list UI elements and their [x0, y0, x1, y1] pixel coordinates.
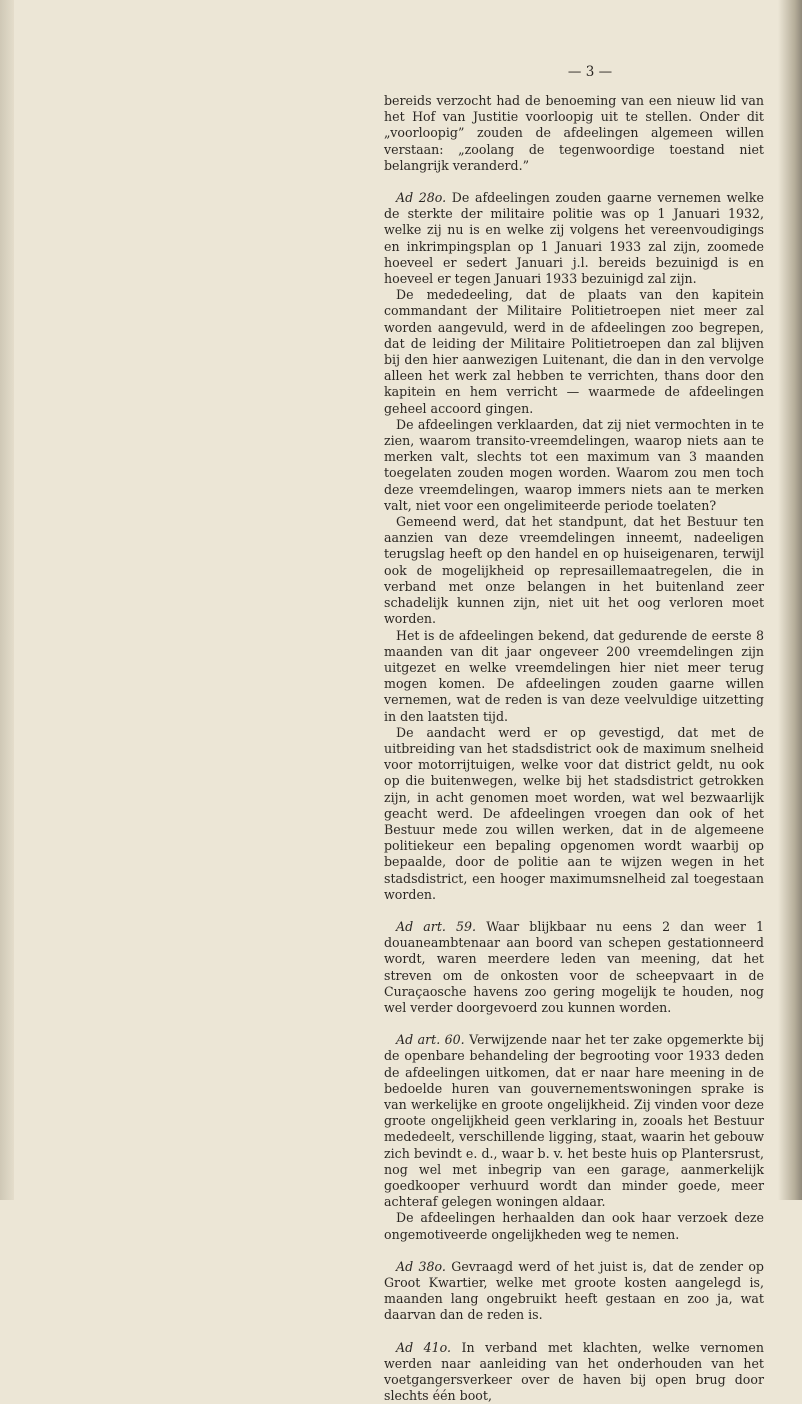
paragraph	[384, 1259, 764, 1324]
paragraph-text: De afdeelingen zouden gaarne vernemen welke de sterkte der militaire politie was op 1 Januari 1932, welke zij nu is en welke zij volgens het vereenvoudigings en inkrimpingsplan op 1 Januari 1933 zal zijn, zoomede hoeveel er sedert Januari j.l. bereids bezuinigd is en hoeveel er tegen Januari 1933 bezuinigd zal zijn.	[384, 190, 764, 287]
paragraph-text: Verwijzende naar het ter zake opgemerkte bij de openbare behandeling der begrooting voor 1933 deden de afdeelingen uitkomen, dat er naar hare meening in de bedoelde huren van gouvernementswoningen sprake is van werkelijke en groote ongelijkheid. Zij vinden voor deze groote ongelijkheid geen verklaring in, zooals het Bestuur mededeelt, verschillende ligging, staat, waarin het gebouw zich bevindt e. d., waar b. v. het beste huis op Plantersrust, nog wel met inbegrip van een garage, aanmerkelijk goedkooper verhuurd wordt dan minder goede, meer achteraf gelegen woningen aldaar.	[384, 1032, 764, 1210]
paragraph-ref: Ad 41o.	[396, 1339, 452, 1355]
paragraph-text: De mededeeling, dat de plaats van den kapitein commandant der Militaire Politietroepen niet meer zal worden aangevuld, werd in de afdeelingen zoo begrepen, dat de leiding der Militaire Politietroepen dan zal blijven bij den hier aanwezigen Luitenant, die dan in den vervolge alleen het werk zal hebben te verrichten, thans door den kapitein en hem verricht — waarmede de afdeelingen geheel accoord gingen.	[384, 287, 764, 416]
paragraph	[384, 1210, 764, 1242]
paragraph-text: bereids verzocht had de benoeming van een nieuw lid van het Hof van Justitie voorloopig uit te stellen. Onder dit „voorloopig” zouden de afdeelingen algemeen willen verstaan: „zoolang de tegenwoordige toestand niet belangrijk veranderd.”	[384, 93, 764, 173]
paragraph-ref: Ad 28o.	[396, 190, 447, 206]
paragraph-text: De aandacht werd er op gevestigd, dat met de uitbreiding van het stadsdistrict ook de maximum snelheid voor motorrijtuigen, welke voor dat district geldt, nu ook op die buitenwegen, welke bij het stadsdistrict getrokken zijn, in acht genomen moet worden, wat wel bezwaarlijk geacht werd. De afdeelingen vroegen dan ook of het Bestuur mede zou willen werken, dat in de algemeene politiekeur een bepaling opgenomen wordt waarbij op bepaalde, door de politie aan te wijzen wegen in het stadsdistrict, een hooger maximumsnelheid zal toegestaan worden.	[384, 724, 764, 902]
paragraph	[384, 1032, 764, 1210]
paragraph	[384, 93, 764, 174]
paragraph-text: De afdeelingen verklaarden, dat zij niet vermochten in te zien, waarom transito-vreemdelingen, waarop niets aan te merken valt, slechts tot een maximum van 3 maanden toegelaten zouden mogen worden. Waarom zou men toch deze vreemdelingen, waarop immers niets aan te merken valt, niet voor een ongelimiteerde periode toelaten?	[384, 416, 764, 513]
paragraph	[384, 628, 764, 725]
paragraph-text: Gevraagd werd of het juist is, dat de zender op Groot Kwartier, welke met groote kosten aangelegd is, maanden lang ongebruikt heeft gestaan en zoo ja, wat daarvan dan de reden is.	[384, 1258, 764, 1323]
paragraph-ref: Ad 38o.	[396, 1258, 446, 1274]
paragraph-text: Het is de afdeelingen bekend, dat gedurende de eerste 8 maanden van dit jaar ongeveer 200 vreemdelingen zijn uitgezet en welke vreemdelingen hier niet meer terug mogen komen. De afdeelingen zouden gaarne willen vernemen, wat de reden is van deze veelvuldige uitzetting in den laatsten tijd.	[384, 627, 764, 724]
paragraph-text: De afdeelingen herhaalden dan ook haar verzoek deze ongemotiveerde ongelijkheden weg te nemen.	[384, 1210, 764, 1242]
paragraph	[384, 1340, 764, 1404]
paragraph	[384, 190, 764, 287]
paragraph-ref: Ad art. 60.	[396, 1032, 465, 1048]
paragraph	[384, 919, 764, 1016]
page-edge-right	[778, 0, 802, 1200]
paragraph	[384, 417, 764, 514]
paragraph-text: Gemeend werd, dat het standpunt, dat het Bestuur ten aanzien van deze vreemdelingen inneemt, nadeeligen terugslag heeft op den handel en op huiseigenaren, terwijl ook de mogelijkheid op represaillemaatregelen, die in verband met onze belangen in het buitenland zeer schadelijk kunnen zijn, niet uit het oog verloren moet worden.	[384, 514, 764, 627]
paragraph-text: In verband met klachten, welke vernomen werden naar aanleiding van het onderhouden van het voetgangersverkeer over de haven bij open brug door slechts één boot,	[384, 1339, 764, 1404]
paragraph-ref: Ad art. 59.	[396, 918, 477, 934]
paragraph-text: Waar blijkbaar nu eens 2 dan weer 1 douaneambtenaar aan boord van schepen gestationneerd wordt, waren meerdere leden van meening, dat het streven om de onkosten voor de scheepvaart in de Curaçaosche havens zoo gering mogelijk te houden, nog wel verder doorgevoerd zou kunnen worden.	[384, 918, 764, 1015]
page-number: — 3 —	[567, 64, 613, 80]
paragraph	[384, 725, 764, 903]
page-edge-left	[0, 0, 14, 1200]
text-column	[384, 93, 764, 1404]
paragraph	[384, 514, 764, 627]
paragraph	[384, 287, 764, 417]
